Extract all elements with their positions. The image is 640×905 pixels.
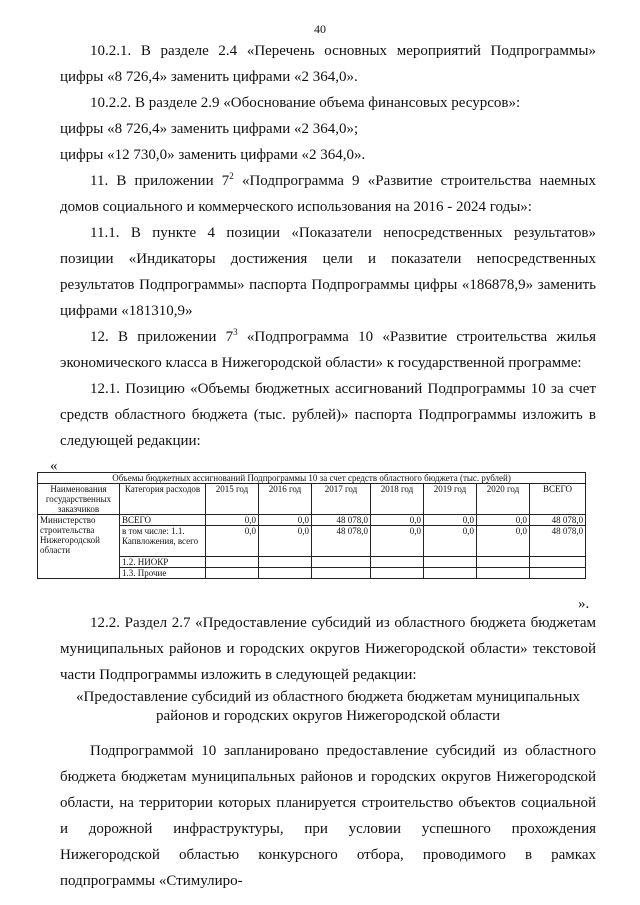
value-cell <box>371 568 424 579</box>
table-row <box>38 568 586 579</box>
quote-close: ». <box>578 596 590 612</box>
value-cell: 48 078,0 <box>530 515 586 526</box>
value-cell <box>477 568 530 579</box>
value-cell: 0,0 <box>206 515 259 526</box>
table-header-row <box>38 484 586 515</box>
value-cell: 0,0 <box>477 526 530 557</box>
paragraph-12-1: 12.1. Позицию «Объемы бюджетных ассигнований Подпрограммы 10 за счет средств областного бюджета (тыс. рублей)» паспорта Подпрограммы изложить в следующей редакции: <box>60 381 596 449</box>
value-cell <box>424 557 477 568</box>
value-cell: 0,0 <box>424 515 477 526</box>
value-cell: 0,0 <box>371 515 424 526</box>
value-cell <box>259 557 312 568</box>
value-cell: 0,0 <box>477 515 530 526</box>
paragraph-replace-2: цифры «12 730,0» заменить цифрами «2 364,0». <box>60 147 366 163</box>
customer-cell: Министерство строительства Нижегородской области <box>38 515 120 579</box>
header-2016: 2016 год <box>259 484 312 515</box>
paragraph-12-2: 12.2. Раздел 2.7 «Предоставление субсидий из областного бюджета бюджетам муниципальных районов и городских округов Нижегородской области» текстовой части Подпрограммы изложить в следующей редакции: <box>60 615 596 683</box>
value-cell <box>530 557 586 568</box>
table-row <box>38 557 586 568</box>
value-cell <box>259 568 312 579</box>
value-cell: 48 078,0 <box>312 515 371 526</box>
table-row <box>38 526 586 557</box>
superscript: 3 <box>233 327 238 337</box>
value-cell: 0,0 <box>206 526 259 557</box>
header-2019: 2019 год <box>424 484 477 515</box>
paragraph-body: Подпрограммой 10 запланировано предоставление субсидий из областного бюджета бюджетам муниципальных районов и городских округов Нижегородской области, на территории которых планируется строительство объектов социальной и дорожной инфраструктуры, при условии успешного прохождения Нижегородской областью конкурсного отбора, проводимого в рамках подпрограммы «Стимулиро- <box>60 743 596 889</box>
category-cell: 1.3. Прочие <box>120 568 206 579</box>
paragraph-12 <box>60 324 596 376</box>
value-cell <box>477 557 530 568</box>
paragraph-replace-1: цифры «8 726,4» заменить цифрами «2 364,0»; <box>60 121 359 137</box>
paragraph-10-2-2: 10.2.2. В разделе 2.9 «Обоснование объема финансовых ресурсов»: <box>90 95 521 111</box>
paragraph-11 <box>60 168 596 220</box>
value-cell <box>371 557 424 568</box>
paragraph-10-2-1: 10.2.1. В разделе 2.4 «Перечень основных мероприятий Подпрограммы» цифры «8 726,4» заменить цифрами «2 364,0». <box>60 43 596 85</box>
header-2017: 2017 год <box>312 484 371 515</box>
value-cell: 0,0 <box>424 526 477 557</box>
category-cell: 1.2. НИОКР <box>120 557 206 568</box>
budget-table <box>37 472 586 579</box>
paragraph-11-rest: «Подпрограмма 9 «Развитие строительства наемных домов социального и коммерческого использования на 2016 - 2024 годы»: <box>60 173 596 215</box>
value-cell: 0,0 <box>259 515 312 526</box>
header-2018: 2018 год <box>371 484 424 515</box>
value-cell <box>206 568 259 579</box>
value-cell: 0,0 <box>259 526 312 557</box>
value-cell: 48 078,0 <box>530 526 586 557</box>
page-number: 40 <box>314 22 326 36</box>
value-cell <box>206 557 259 568</box>
header-category: Категория расходов <box>120 484 206 515</box>
category-cell: ВСЕГО <box>120 515 206 526</box>
header-2015: 2015 год <box>206 484 259 515</box>
value-cell <box>312 568 371 579</box>
section-title: «Предоставление субсидий из областного бюджета бюджетам муниципальных районов и городских округов Нижегородской области <box>76 689 580 724</box>
header-total: ВСЕГО <box>530 484 586 515</box>
value-cell <box>530 568 586 579</box>
header-customers: Наименования государственных заказчиков <box>38 484 120 515</box>
paragraph-12-lead: 12. В приложении 7 <box>90 329 234 345</box>
superscript: 2 <box>229 171 234 181</box>
value-cell <box>424 568 477 579</box>
table-caption: Объемы бюджетных ассигнований Подпрограммы 10 за счет средств областного бюджета (тыс. рублей) <box>38 473 586 484</box>
header-2020: 2020 год <box>477 484 530 515</box>
table-row <box>38 515 586 526</box>
value-cell <box>312 557 371 568</box>
paragraph-12-rest: «Подпрограмма 10 «Развитие строительства жилья экономического класса в Нижегородской области» к государственной программе: <box>60 329 596 371</box>
value-cell: 48 078,0 <box>312 526 371 557</box>
paragraph-11-1: 11.1. В пункте 4 позиции «Показатели непосредственных результатов» позиции «Индикаторы достижения цели и показатели непосредственных результатов Подпрограммы» паспорта Подпрограммы цифры «186878,9» заменить цифрами «181310,9» <box>60 225 596 319</box>
category-cell: в том числе: 1.1. Капвложения, всего <box>120 526 206 557</box>
paragraph-11-lead: 11. В приложении 7 <box>90 173 230 189</box>
quote-open: « <box>50 458 58 474</box>
value-cell: 0,0 <box>371 526 424 557</box>
